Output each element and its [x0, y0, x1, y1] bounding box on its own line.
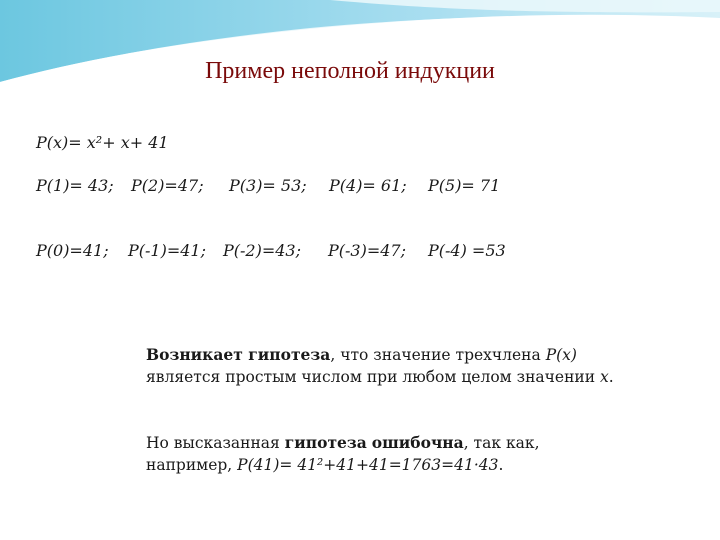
value-p2: P(2)=47; — [131, 176, 204, 195]
counterexample-example: P(41)= 41²+41+41=1763=41·43 — [237, 456, 499, 474]
values-row-negative — [0, 241, 720, 263]
value-pm3: P(-3)=47; — [328, 241, 406, 260]
hypothesis-end: . — [608, 368, 614, 386]
value-p5: P(5)= 71 — [428, 176, 501, 195]
value-pm4: P(-4) =53 — [428, 241, 506, 260]
counterexample-bold2: ошибочна — [371, 433, 464, 452]
slide-title: Пример неполной индукции — [205, 58, 495, 84]
hypothesis-text2: является простым числом при любом целом значении — [146, 368, 601, 386]
counterexample-bold1: гипотеза — [284, 433, 367, 452]
value-p3: P(3)= 53; — [229, 176, 307, 195]
counterexample-lead: Но высказанная — [146, 434, 285, 452]
value-p0: P(0)=41; — [36, 241, 109, 260]
hypothesis-px: P(x) — [545, 346, 577, 364]
counterexample-end: . — [498, 456, 504, 474]
hypothesis-lead: Возникает гипотеза — [146, 345, 331, 364]
hypothesis-paragraph — [146, 344, 616, 388]
values-row-positive — [0, 176, 720, 198]
value-p1: P(1)= 43; — [36, 176, 114, 195]
value-pm1: P(-1)=41; — [128, 241, 206, 260]
hypothesis-text: , что значение трехчлена — [330, 346, 546, 364]
polynomial-formula: P(x)= x²+ x+ 41 — [36, 133, 169, 152]
counterexample-text: , так как, например, — [146, 434, 540, 474]
counterexample-paragraph — [146, 432, 616, 476]
value-pm2: P(-2)=43; — [223, 241, 301, 260]
value-p4: P(4)= 61; — [329, 176, 407, 195]
hypothesis-x: x — [600, 368, 609, 386]
